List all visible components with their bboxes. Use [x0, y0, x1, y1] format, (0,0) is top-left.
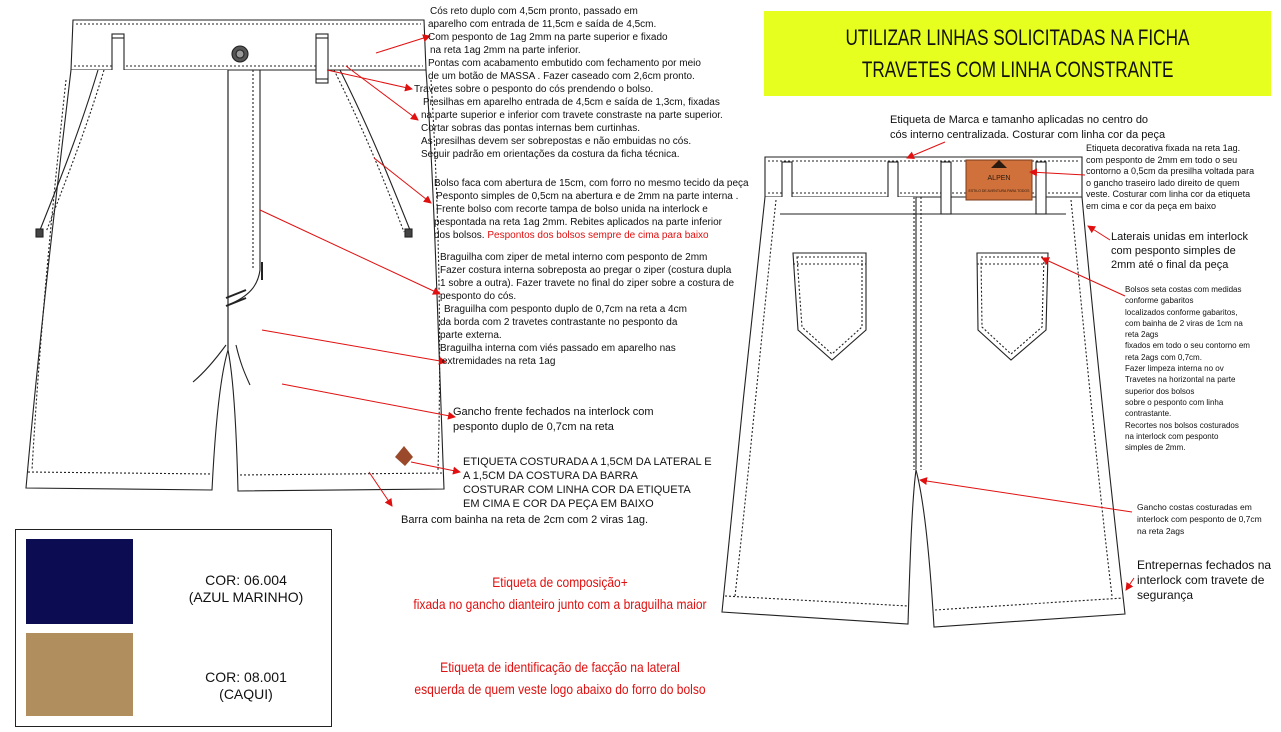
front-shorts-drawing [26, 20, 444, 491]
instruction-banner [764, 11, 1271, 96]
note-back-crotch: Gancho costas costuradas em interlock com pesponto de 0,7cm na reta 2ags [1137, 502, 1262, 536]
note-pocket-red: Pespontos dos bolsos sempre de cima para baixo [487, 230, 709, 241]
banner-line-1: UTILIZAR LINHAS SOLICITADAS NA FICHA [845, 24, 1190, 50]
note-front-label: ETIQUETA COSTURADA A 1,5CM DA LATERAL E A 1,5CM DA COSTURA DA BARRA COSTURAR COM LINHA COR DA ETIQUETA EM CIMA E COR DA PEÇA EM BAIXO [463, 456, 712, 510]
back-waistband [765, 157, 1082, 197]
swatch-navy-label: COR: 06.004 (AZUL MARINHO) [188, 572, 304, 605]
note-composition-label: Etiqueta de composição+ fixada no gancho dianteiro junto com a braguilha maior [413, 574, 707, 612]
brand-tag-tagline: ESTILO DE AVENTURA PARA TODOS [968, 189, 1030, 193]
brand-tag-name: ALPEN [987, 175, 1011, 182]
note-brand-label: Etiqueta de Marca e tamanho aplicadas no centro do cós interno centralizada. Costurar com linha cor da peça [890, 114, 1166, 141]
swatch-navy [26, 539, 133, 624]
front-fly [228, 70, 260, 305]
note-inseam: Entrepernas fechados na interlock com travete de segurança [1137, 558, 1272, 602]
back-belt-loop [941, 162, 951, 214]
note-hem: Barra com bainha na reta de 2cm com 2 viras 1ag. [401, 514, 649, 526]
brand-tag [966, 160, 1032, 200]
back-shorts-drawing [722, 157, 1125, 627]
note-decorative-label: Etiqueta decorativa fixada na reta 1ag. com pesponto de 2mm em todo o seu contorno a 0,5cm da presilha voltada para o gancho traseiro lado direito de quem veste. Costurar com linha cor da etiqueta em cima e cor da peça em baixo [1086, 143, 1255, 211]
swatch-khaki [26, 633, 133, 716]
note-waistband: Cós reto duplo com 4,5cm pronto, passado em aparelho com entrada de 11,5cm e saída de 4,5cm. Com pesponto de 1ag 2mm na parte superior e fixado na reta 1ag 2mm na parte inferior. Pontas com acabamento embutido com fechamento por meio de um botão de MASSA . Fazer caseado com 2,6cm pronto. Travetes sobre o pesponto do cós prendendo o bolso. Presilhas em aparelho entrada de 4,5cm e saída de 1,3cm, fixadas na parte superior e inferior com travete constraste na parte superior. Cortar sobras das pontas internas bem curtinhas. As presilhas devem ser sobrepostas e não embuidas no cós. Seguir padrão em orientações da costura da ficha técnica. [414, 6, 723, 160]
back-belt-loop [1036, 162, 1046, 214]
front-left-leg [26, 70, 228, 490]
swatch-khaki-label: COR: 08.001 (CAQUI) [205, 669, 287, 702]
note-sides: Laterais unidas em interlock com pesponto simples de 2mm até o final da peça [1111, 231, 1248, 271]
note-front-pocket: Bolso faca com abertura de 15cm, com forro no mesmo tecido da peça Pesponto simples de 0,5cm na abertura e de 2mm na parte interna . Frente bolso com recorte tampa de bolso unida na interlock e pespontada na reta 1ag 2mm. Rebites aplicados na parte inferior dos bolsos. Pespontos dos bolsos sempre de cima para baixo [434, 178, 749, 241]
note-fly: Braguilha com ziper de metal interno com pesponto de 2mm Fazer costura interna sobreposta ao pregar o ziper (costura dupla 1 sobre a outra). Fazer travete no final do ziper sobre a costura de pesponto do cós. Braguilha com pesponto duplo de 0,7cm na reta a 4cm da borda com 2 travetes contrastante no pesponto da parte externa. Braguilha interna com viés passado em aparelho nas extremidades na reta 1ag [440, 252, 735, 367]
front-belt-loop [316, 34, 328, 83]
note-back-pockets: Bolsos seta costas com medidas conforme gabaritos localizados conforme gabaritos, com bainha de 2 viras de 1cm na reta 2ags fixados em todo o seu contorno em reta 2ags com 0,7cm. Fazer limpeza interna no ov Travetes na horizontal na parte superior dos bolsos sobre o pesponto com linha contrastante. Recortes nos bolsos costurados na interlock com pesponto simples de 2mm. [1125, 285, 1250, 453]
color-swatch-panel [15, 529, 332, 727]
note-identification-label: Etiqueta de identificação de facção na lateral esquerda de quem veste logo abaixo do forro do bolso [414, 659, 706, 697]
note-front-crotch: Gancho frente fechados na interlock com pesponto duplo de 0,7cm na reta [453, 406, 654, 433]
banner-line-2: TRAVETES COM LINHA CONSTRANTE [861, 56, 1174, 82]
